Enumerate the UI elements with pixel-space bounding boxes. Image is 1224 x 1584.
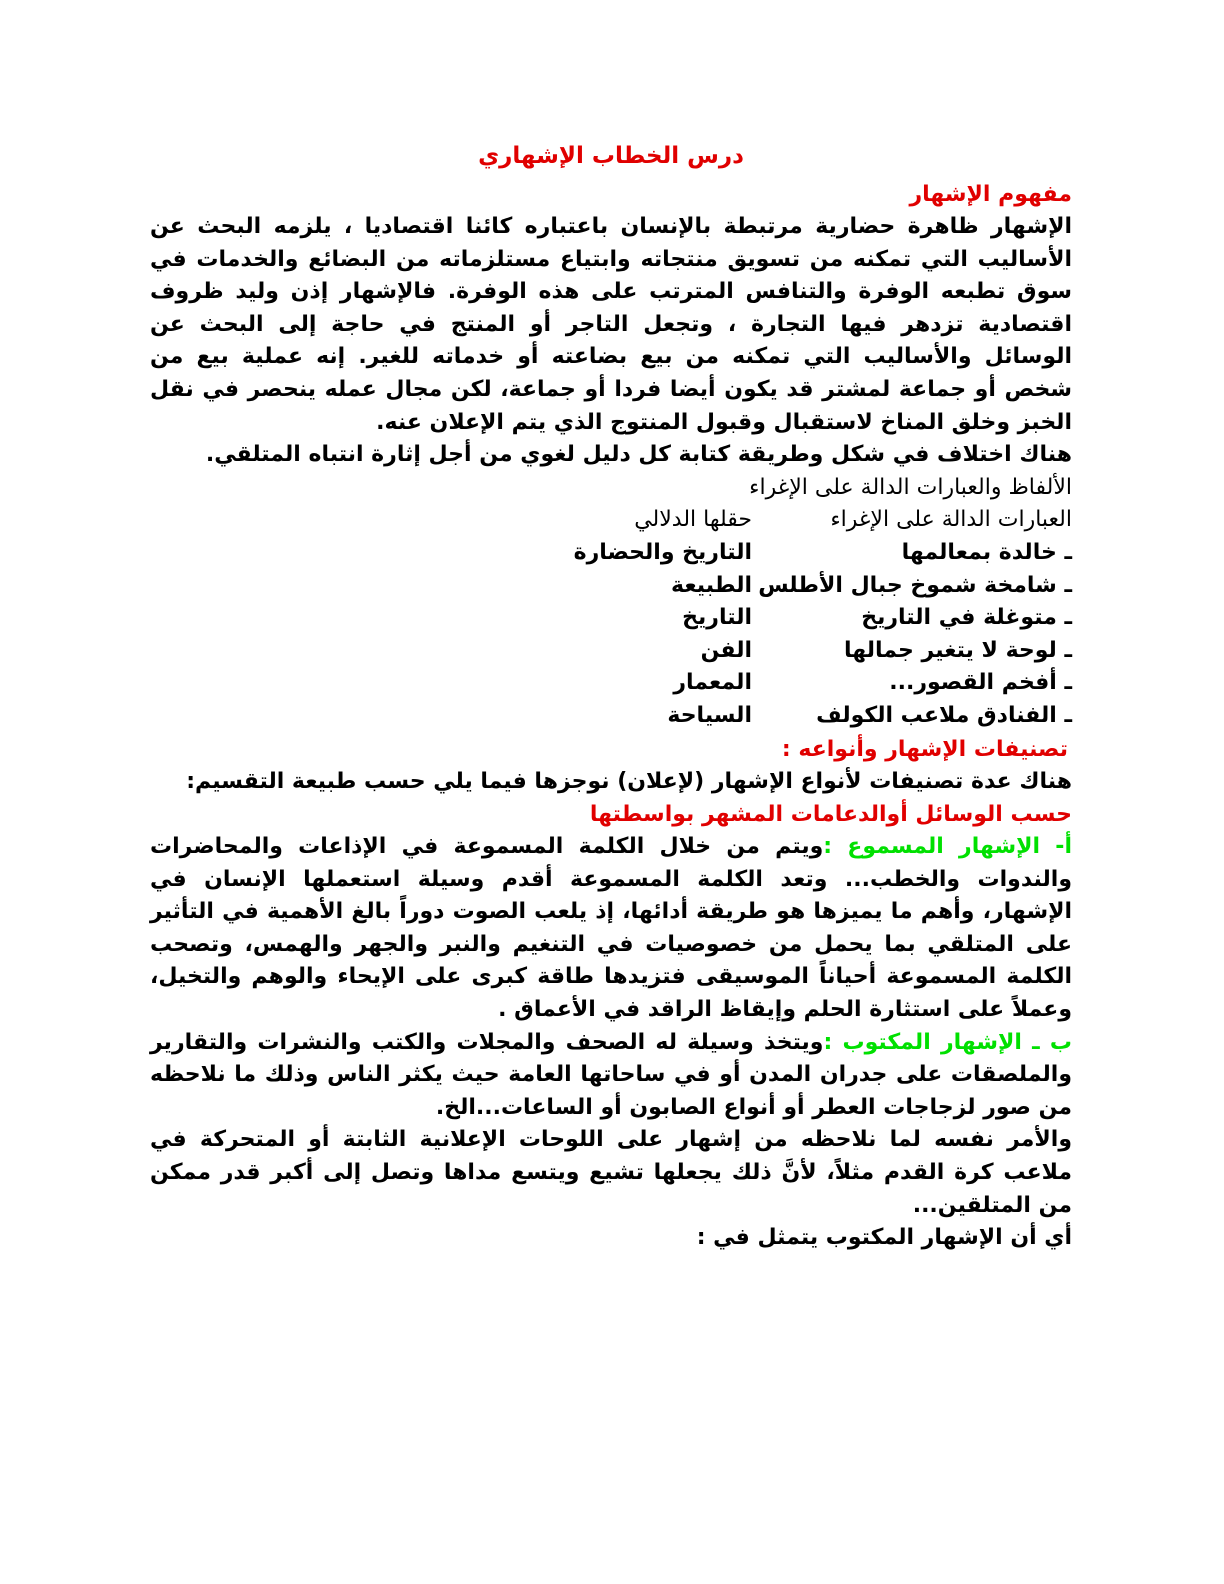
intro-paragraph: الإشهار ظاهرة حضارية مرتبطة بالإنسان باعتباره كائنا اقتصاديا ، يلزمه البحث عن الأساليب التي تمكنه من تسويق منتجاته وابتياع مستلزماته من البضائع والخدمات في سوق تطبعه الوفرة والتنافس المترتب على هذه الوفرة. فالإشهار إذن وليد ظروف اقتصادية تزدهر فيها التجارة ، وتجعل التاجر أو المنتج في حاجة إلى البحث عن الوسائل والأساليب التي تمكنه من بيع بضاعته أو خدماته للغير. إنه عملية بيع من شخص أو جماعة لمشتر قد يكون أيضا فردا أو جماعة، لكن مجال عمله ينحصر في نقل الخبز وخلق المناخ لاستقبال وقبول المنتوج الذي يتم الإعلان عنه. <box>150 214 1072 435</box>
table-row <box>452 537 1072 570</box>
media-heading: حسب الوسائل أوالدعامات المشهر بواسطتها <box>589 802 1072 828</box>
lesson-title: درس الخطاب الإشهاري <box>478 143 744 169</box>
boards-paragraph: والأمر نفسه لما نلاحظه من إشهار على اللوحات الإعلانية الثابتة أو المتحركة في ملاعب كرة القدم مثلاً، لأنَّ ذلك يجعلها تشيع ويتسع مداها وتصل إلى أكبر قدر ممكن من المتلقين... <box>150 1127 1072 1218</box>
classification-heading: تصنيفات الإشهار وأنواعه : <box>781 736 1068 762</box>
audio-label: أ- الإشهار المسموع : <box>823 834 1072 860</box>
written-text: ويتخذ وسيلة له الصحف والمجلات والكتب والنشرات والتقارير والملصقات على جدران المدن أو في ساحاتها العامة حيث يكثر الناس وذلك ما نلاحظه من صور لزجاجات العطر أو أنواع الصابون أو الساعات...الخ. <box>150 1029 1072 1120</box>
table-cell-field: الطبيعة <box>671 572 752 598</box>
table-row <box>452 570 1072 603</box>
table-cell-field: التاريخ <box>682 605 752 631</box>
table-cell-phrase: ـ متوغلة في التاريخ <box>861 605 1072 631</box>
concept-heading: مفهوم الإشهار <box>909 182 1072 207</box>
table-cell-phrase: ـ شامخة شموخ جبال الأطلس <box>758 572 1072 598</box>
table-header-phrase: العبارات الدالة على الإغراء <box>830 507 1072 533</box>
classification-intro: هناك عدة تصنيفات لأنواع الإشهار (لإعلان) نوجزها فيما يلي حسب طبيعة التقسيم: <box>186 768 1072 794</box>
table-cell-field: السياحة <box>667 702 752 728</box>
audio-text: ويتم من خلال الكلمة المسموعة في الإذاعات والمحاضرات والندوات والخطب... وتعد الكلمة المسموعة أقدم وسيلة استعملها الإنسان في الإشهار، وأهم ما يميزها هو طريقة أدائها، إذ يلعب الصوت دوراً بالغ الأهمية في التأثير على المتلقي بما يحمل من خصوصيات في التنغيم والنبر والجهر والهمس، وتصحب الكلمة المسموعة أحياناً الموسيقى فتزيدها طاقة كبرى على الإيحاء والوهم والتخيل، وعملاً على استثارة الحلم وإيقاظ الراقد في الأعماق . <box>150 834 1072 1023</box>
words-heading: الألفاظ والعبارات الدالة على الإغراء <box>749 474 1072 500</box>
table-cell-phrase: ـ الفنادق ملاعب الكولف <box>816 702 1072 728</box>
table-header-row <box>452 504 1072 537</box>
table-cell-phrase: ـ خالدة بمعالمها <box>901 539 1072 565</box>
table-cell-phrase: ـ لوحة لا يتغير جمالها <box>843 637 1072 663</box>
table-cell-field: الفن <box>700 637 752 663</box>
table-row <box>452 667 1072 700</box>
seduction-table <box>452 504 1072 732</box>
table-cell-field: التاريخ والحضارة <box>573 539 752 565</box>
table-row <box>452 700 1072 733</box>
table-cell-phrase: ـ أفخم القصور... <box>889 670 1072 696</box>
table-row <box>452 635 1072 668</box>
final-line: أي أن الإشهار المكتوب يتمثل في : <box>696 1225 1072 1251</box>
table-row <box>452 602 1072 635</box>
table-header-field: حقلها الدلالي <box>634 507 752 533</box>
audio-paragraph <box>150 831 1072 1027</box>
written-label: ب ـ الإشهار المكتوب : <box>823 1029 1073 1055</box>
written-paragraph <box>150 1027 1072 1125</box>
difference-line: هناك اختلاف في شكل وطريقة كتابة كل دليل لغوي من أجل إثارة انتباه المتلقي. <box>205 442 1072 468</box>
document-page <box>150 140 1072 1255</box>
table-cell-field: المعمار <box>673 670 752 696</box>
